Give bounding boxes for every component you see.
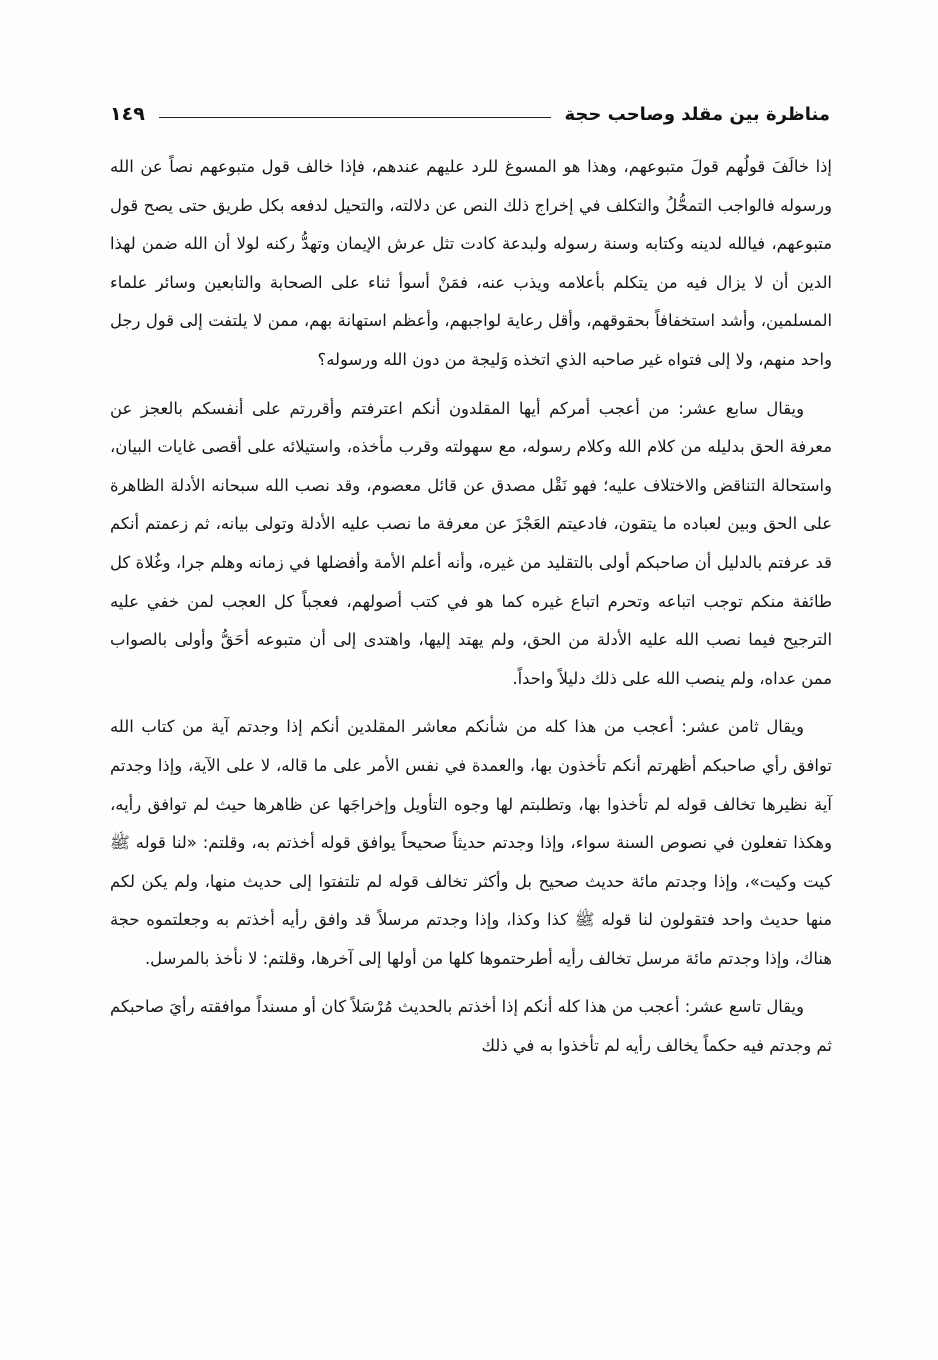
running-title: مناظرة بين مقلد وصاحب حجة bbox=[564, 103, 830, 125]
body-text bbox=[110, 148, 832, 1278]
paragraph-eighteenth: ويقال ثامن عشر: أعجب من هذا كله من شأنكم معاشر المقلدين أنكم إذا وجدتم آية من كتاب الله توافق رأي صاحبكم أظهرتم أنكم تأخذون بها، والعمدة في نفس الأمر على ما قاله، لا على الآية، وإذا وجدتم آية نظيرها تخالف قوله لم تأخذوا بها، وتطلبتم لها وجوه التأويل وإخراجَها عن ظاهرها حيث لم توافق رأيه، وهكذا تفعلون في نصوص السنة سواء، وإذا وجدتم حديثاً صحيحاً يوافق قوله أخذتم به، وقلتم: «لنا قوله ﷺ كيت وكيت»، وإذا وجدتم مائة حديث صحيح بل وأكثر تخالف قوله لم تلتفتوا إلى حديث منها، ولم يكن لكم منها حديث واحد فتقولون لنا قوله ﷺ كذا وكذا، وإذا وجدتم مرسلاً قد وافق رأيه أخذتم به وجعلتموه حجة هناك، وإذا وجدتم مائة مرسل تخالف رأيه أطرحتموها كلها من أولها إلى آخرها، وقلتم: لا نأخذ بالمرسل. bbox=[110, 717, 832, 968]
running-header bbox=[110, 96, 830, 132]
paragraph-continuation: إذا خالَفَ قولُهم قولَ متبوعهم، وهذا هو المسوغ للرد عليهم عندهم، فإذا خالف قول متبوعهم نصاً عن الله ورسوله فالواجب التمحُّلُ والتكلف في إخراج ذلك النص عن دلالته، والتحيل لدفعه بكل طريق حتى يصح قول متبوعهم، فيالله لدينه وكتابه وسنة رسوله ولبدعة كادت تثل عرش الإيمان وتهدُّ ركنه لولا أن الله ضمن لهذا الدين أن لا يزال فيه من يتكلم بأعلامه ويذب عنه، فمَنْ أسوأ ثناء على الصحابة والتابعين وسائر علماء المسلمين، وأشد استخفافاً بحقوقهم، وأقل رعاية لواجبهم، وأعظم استهانة بهم، ممن لا يلتفت إلى قول رجل واحد منهم، ولا إلى فتواه غير صاحبه الذي اتخذه وَليجة من دون الله ورسوله؟ bbox=[110, 157, 832, 369]
paragraph-nineteenth: ويقال تاسع عشر: أعجب من هذا كله أنكم إذا أخذتم بالحديث مُرْسَلاً كان أو مسنداً موافقته رأيَ صاحبكم ثم وجدتم فيه حكماً يخالف رأيه لم تأخذوا به في ذلك bbox=[110, 997, 832, 1056]
paragraph-seventeenth: ويقال سابع عشر: من أعجب أمركم أيها المقلدون أنكم اعترفتم وأقررتم على أنفسكم بالعجز عن معرفة الحق بدليله من كلام الله وكلام رسوله، مع سهولته وقرب مأخذه، واستيلائه على أقصى غايات البيان، واستحالة التناقض والاختلاف عليه؛ فهو نَقْل مصدق عن قائل معصوم، وقد نصب الله سبحانه الأدلة الظاهرة على الحق وبين لعباده ما يتقون، فادعيتم العَجْزَ عن معرفة ما نصب عليه الأدلة وتولى بيانه، ثم زعمتم أنكم قد عرفتم بالدليل أن صاحبكم أولى بالتقليد من غيره، وأنه أعلم الأمة وأفضلها في زمانه وهلم جرا، وغُلاة كل طائفة منكم توجب اتباعه وتحرم اتباع غيره كما هو في كتب أصولهم، فعجباً كل العجب لمن خفي عليه الترجيح فيما نصب الله عليه الأدلة من الحق، ولم يهتد إليها، واهتدى إلى أن متبوعه أحَقُّ وأولى بالصواب ممن عداه، ولم ينصب الله على ذلك دليلاً واحداً. bbox=[110, 398, 832, 688]
header-rule bbox=[159, 117, 551, 118]
page-number: ١٤٩ bbox=[110, 103, 145, 125]
